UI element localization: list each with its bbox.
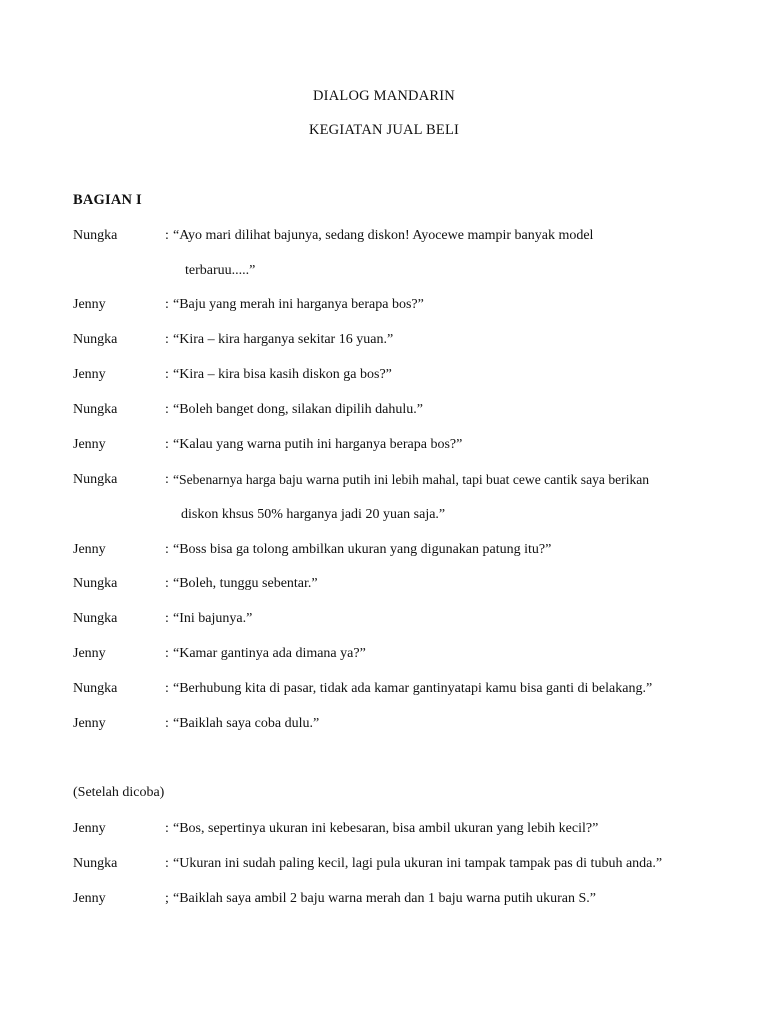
- dialog-line: [0, 822, 768, 842]
- dialog-line: [0, 473, 768, 493]
- dialog-text: “Ayo mari dilihat bajunya, sedang diskon! Ayocewe mampir banyak model: [173, 228, 594, 243]
- speaker-name: Jenny: [73, 437, 106, 452]
- separator: :: [165, 576, 169, 591]
- dialog-line: [0, 543, 768, 563]
- dialog-text: “Baiklah saya ambil 2 baju warna merah dan 1 baju warna putih ukuran S.”: [173, 891, 596, 906]
- speaker-name: Nungka: [73, 402, 118, 417]
- stage-note: (Setelah dicoba): [73, 785, 165, 800]
- dialog-line: [0, 682, 768, 702]
- speaker-name: Nungka: [73, 228, 118, 243]
- dialog-line: [0, 438, 768, 458]
- dialog-text: “Kira – kira bisa kasih diskon ga bos?”: [173, 367, 392, 382]
- dialog-line: [0, 368, 768, 388]
- document-title: DIALOG MANDARIN: [313, 88, 455, 104]
- dialog-line: [0, 229, 768, 249]
- dialog-line: [0, 717, 768, 737]
- separator: :: [165, 332, 169, 347]
- separator: ;: [165, 891, 169, 906]
- dialog-text: “Sebenarnya harga baju warna putih ini lebih mahal, tapi buat cewe cantik saya berikan: [173, 472, 650, 487]
- dialog-line: [0, 647, 768, 667]
- separator: :: [165, 297, 169, 312]
- section-heading: BAGIAN I: [73, 192, 142, 208]
- dialog-line: [0, 612, 768, 632]
- dialog-line: [0, 857, 768, 877]
- separator: :: [165, 716, 169, 731]
- speaker-name: Nungka: [73, 472, 118, 487]
- dialog-text: “Boss bisa ga tolong ambilkan ukuran yang digunakan patung itu?”: [173, 542, 552, 557]
- dialog-text: “Bos, sepertinya ukuran ini kebesaran, bisa ambil ukuran yang lebih kecil?”: [173, 821, 599, 836]
- speaker-name: Jenny: [73, 367, 106, 382]
- dialog-text: “Baju yang merah ini harganya berapa bos?”: [173, 297, 424, 312]
- dialog-text: “Berhubung kita di pasar, tidak ada kamar gantinyatapi kamu bisa ganti di belakang.”: [173, 681, 653, 696]
- dialog-text: “Boleh, tunggu sebentar.”: [173, 576, 318, 591]
- separator: :: [165, 681, 169, 696]
- dialog-text: “Kira – kira harganya sekitar 16 yuan.”: [173, 332, 394, 347]
- speaker-name: Jenny: [73, 891, 106, 906]
- dialog-continuation: diskon khsus 50% harganya jadi 20 yuan saja.”: [181, 507, 446, 522]
- speaker-name: Jenny: [73, 716, 106, 731]
- separator: :: [165, 821, 169, 836]
- separator: :: [165, 542, 169, 557]
- separator: :: [165, 437, 169, 452]
- speaker-name: Nungka: [73, 856, 118, 871]
- separator: :: [165, 228, 169, 243]
- separator: :: [165, 472, 169, 487]
- dialog-text: “Ukuran ini sudah paling kecil, lagi pula ukuran ini tampak tampak pas di tubuh anda.”: [173, 856, 663, 871]
- speaker-name: Nungka: [73, 576, 118, 591]
- speaker-name: Jenny: [73, 646, 106, 661]
- dialog-text: “Baiklah saya coba dulu.”: [173, 716, 320, 731]
- dialog-line: [0, 403, 768, 423]
- document-subtitle: KEGIATAN JUAL BELI: [308, 122, 460, 138]
- dialog-continuation: terbaruu.....”: [185, 263, 256, 278]
- speaker-name: Nungka: [73, 611, 118, 626]
- dialog-text: “Boleh banget dong, silakan dipilih dahulu.”: [173, 402, 424, 417]
- dialog-line: [0, 892, 768, 912]
- separator: :: [165, 611, 169, 626]
- dialog-line: [0, 577, 768, 597]
- speaker-name: Jenny: [73, 542, 106, 557]
- separator: :: [165, 856, 169, 871]
- dialog-text: “Kamar gantinya ada dimana ya?”: [173, 646, 366, 661]
- dialog-line: [0, 333, 768, 353]
- speaker-name: Jenny: [73, 821, 106, 836]
- separator: :: [165, 402, 169, 417]
- speaker-name: Jenny: [73, 297, 106, 312]
- dialog-text: “Ini bajunya.”: [173, 611, 253, 626]
- speaker-name: Nungka: [73, 681, 118, 696]
- separator: :: [165, 646, 169, 661]
- speaker-name: Nungka: [73, 332, 118, 347]
- dialog-text: “Kalau yang warna putih ini harganya berapa bos?”: [173, 437, 463, 452]
- separator: :: [165, 367, 169, 382]
- dialog-line: [0, 298, 768, 318]
